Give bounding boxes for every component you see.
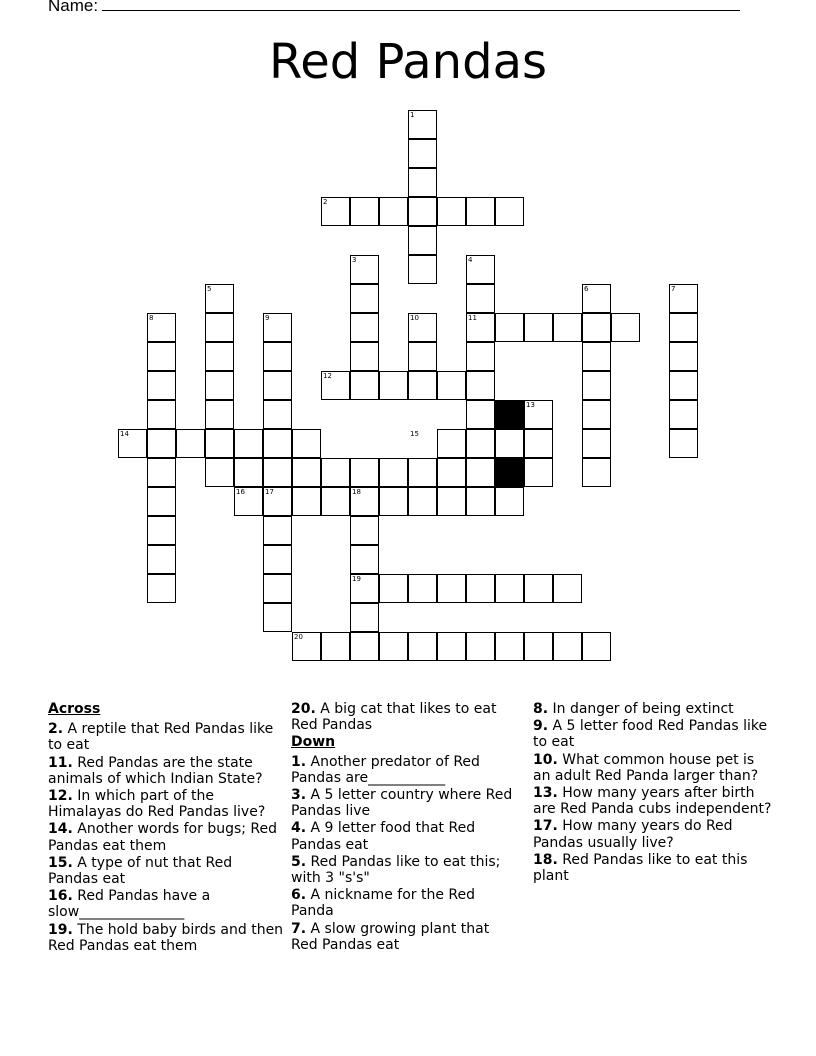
grid-cell[interactable]: [263, 371, 292, 400]
clue-number: 7: [671, 285, 676, 293]
clue-item-text: Red Pandas like to eat this plant: [533, 851, 748, 885]
clue-item-text: A big cat that likes to eat Red Pandas: [291, 701, 497, 734]
grid-cell[interactable]: [350, 516, 379, 545]
grid-cell[interactable]: [205, 429, 234, 458]
grid-cell[interactable]: [495, 487, 524, 516]
clue-number: 12: [323, 372, 332, 380]
grid-cell[interactable]: [147, 371, 176, 400]
clue-item-number: 16.: [48, 888, 73, 905]
clue-number: 19: [352, 575, 361, 583]
clue-number: 1: [410, 111, 415, 119]
grid-cell[interactable]: [553, 574, 582, 603]
grid-cell[interactable]: [408, 458, 437, 487]
clue-item-number: 1.: [291, 753, 307, 770]
grid-cell[interactable]: [466, 632, 495, 661]
clue-item: [291, 820, 517, 852]
clue-item-text: How many years after birth are Red Panda cubs independent?: [533, 785, 772, 818]
grid-cell[interactable]: [321, 487, 350, 516]
across-heading: Across: [48, 701, 101, 717]
grid-cell[interactable]: [669, 371, 698, 400]
clue-item: [48, 922, 284, 954]
grid-cell[interactable]: [495, 429, 524, 458]
across-clue-list-continued: [291, 701, 517, 733]
name-label: Name:: [48, 0, 99, 15]
clue-item-text: Red Pandas have a slow_______________: [48, 888, 211, 921]
grid-cell[interactable]: [147, 429, 176, 458]
clue-item: [291, 921, 517, 953]
grid-cell[interactable]: [263, 400, 292, 429]
grid-cell[interactable]: [321, 632, 350, 661]
clue-item-text: A nickname for the Red Panda: [291, 887, 475, 920]
clue-item: [291, 787, 517, 819]
clue-item-number: 13.: [533, 785, 558, 802]
grid-cell[interactable]: [205, 371, 234, 400]
grid-cell[interactable]: [234, 429, 263, 458]
clues-column-3: [533, 701, 773, 885]
grid-cell[interactable]: [437, 197, 466, 226]
clue-number: 3: [352, 256, 357, 264]
clue-item-text: A 5 letter food Red Pandas like to eat: [533, 718, 768, 751]
clue-item-text: In danger of being extinct: [548, 701, 734, 717]
grid-cell[interactable]: [205, 313, 234, 342]
clue-item-number: 15.: [48, 854, 73, 871]
clue-number: 20: [294, 633, 303, 641]
grid-cell[interactable]: [350, 458, 379, 487]
clue-item: [48, 788, 284, 820]
grid-cell[interactable]: [553, 632, 582, 661]
grid-cell[interactable]: [582, 342, 611, 371]
down-clue-list: [291, 754, 517, 953]
grid-cell[interactable]: [495, 632, 524, 661]
grid-cell[interactable]: [292, 429, 321, 458]
grid-cell[interactable]: [350, 603, 379, 632]
clue-item-text: What common house pet is an adult Red Panda larger than?: [533, 751, 759, 784]
grid-cell[interactable]: [408, 487, 437, 516]
clue-item-number: 8.: [533, 701, 549, 717]
grid-cell[interactable]: [408, 255, 437, 284]
clue-item: [291, 701, 517, 733]
clue-item-text: Another words for bugs; Red Pandas eat them: [48, 821, 278, 854]
grid-cell[interactable]: [669, 313, 698, 342]
clue-item-number: 11.: [48, 754, 73, 771]
grid-cell[interactable]: [408, 168, 437, 197]
grid-cell[interactable]: [466, 458, 495, 487]
grid-cell[interactable]: [669, 342, 698, 371]
clue-item-number: 2.: [48, 721, 64, 738]
clue-item-text: The hold baby birds and then Red Pandas eat them: [48, 921, 284, 954]
grid-cell[interactable]: [263, 516, 292, 545]
grid-cell[interactable]: [379, 487, 408, 516]
grid-cell[interactable]: [350, 371, 379, 400]
grid-cell[interactable]: [524, 429, 553, 458]
grid-cell[interactable]: [524, 574, 553, 603]
grid-cell[interactable]: [466, 342, 495, 371]
clue-item: [533, 752, 773, 784]
grid-cell[interactable]: [466, 371, 495, 400]
clue-number: 18: [352, 488, 361, 496]
grid-cell[interactable]: [669, 400, 698, 429]
grid-cell[interactable]: [263, 603, 292, 632]
clue-number: 10: [410, 314, 419, 322]
clue-item-text: In which part of the Himalayas do Red Pandas live?: [48, 788, 266, 821]
grid-cell[interactable]: [582, 313, 611, 342]
clue-item-text: A type of nut that Red Pandas eat: [48, 854, 233, 888]
grid-cell[interactable]: [582, 458, 611, 487]
grid-cell[interactable]: [437, 487, 466, 516]
grid-cell[interactable]: [582, 371, 611, 400]
grid-cell[interactable]: [466, 429, 495, 458]
grid-cell[interactable]: [553, 313, 582, 342]
clue-item-text: A 9 letter food that Red Pandas eat: [291, 820, 476, 853]
grid-cell[interactable]: [582, 632, 611, 661]
clue-item-number: 19.: [48, 921, 73, 938]
grid-cell[interactable]: [437, 574, 466, 603]
grid-cell[interactable]: [263, 342, 292, 371]
grid-cell[interactable]: [350, 545, 379, 574]
grid-cell[interactable]: [524, 632, 553, 661]
grid-cell[interactable]: [205, 458, 234, 487]
clue-number: 5: [207, 285, 212, 293]
grid-cell[interactable]: [466, 487, 495, 516]
blocked-cell: [495, 458, 524, 487]
page-title: Red Pandas: [269, 34, 547, 90]
grid-cell[interactable]: [408, 139, 437, 168]
clue-item-text: Red Pandas are the state animals of which Indian State?: [48, 754, 263, 787]
clue-number: 6: [584, 285, 589, 293]
across-clue-list: [48, 721, 284, 954]
grid-cell[interactable]: [350, 632, 379, 661]
clue-item-number: 18.: [533, 851, 558, 868]
clue-number: 8: [149, 314, 154, 322]
clue-item: [291, 754, 517, 786]
grid-cell[interactable]: [350, 284, 379, 313]
grid-cell[interactable]: [147, 400, 176, 429]
grid-cell[interactable]: [582, 429, 611, 458]
grid-cell[interactable]: [321, 458, 350, 487]
grid-cell[interactable]: [466, 574, 495, 603]
clue-item: [533, 718, 773, 750]
clues-column-1: [48, 701, 284, 955]
clue-item-number: 3.: [291, 787, 307, 804]
grid-cell[interactable]: [263, 574, 292, 603]
grid-cell[interactable]: [147, 545, 176, 574]
clue-item: [291, 854, 517, 886]
grid-cell[interactable]: [408, 371, 437, 400]
down-clue-list-continued: [533, 701, 773, 884]
grid-cell[interactable]: [408, 197, 437, 226]
grid-cell[interactable]: [582, 400, 611, 429]
grid-cell[interactable]: [379, 197, 408, 226]
blocked-cell: [495, 400, 524, 429]
clue-item-number: 4.: [291, 820, 307, 837]
clue-item-text: A slow growing plant that Red Pandas eat: [291, 920, 490, 953]
grid-cell[interactable]: [379, 574, 408, 603]
grid-cell[interactable]: [234, 458, 263, 487]
grid-cell[interactable]: [147, 458, 176, 487]
clue-item: [533, 818, 773, 850]
down-heading: Down: [291, 734, 336, 751]
clue-item-text: A reptile that Red Pandas like to eat: [48, 721, 274, 754]
clue-item-number: 5.: [291, 853, 307, 870]
clue-number: 4: [468, 256, 473, 264]
grid-cell[interactable]: [147, 574, 176, 603]
grid-cell[interactable]: [466, 400, 495, 429]
grid-cell[interactable]: [176, 429, 205, 458]
clue-number: 17: [265, 488, 274, 496]
grid-cell[interactable]: [466, 284, 495, 313]
clue-number: 9: [265, 314, 270, 322]
grid-cell[interactable]: [495, 197, 524, 226]
grid-cell[interactable]: [205, 342, 234, 371]
grid-cell[interactable]: [379, 632, 408, 661]
grid-cell[interactable]: [495, 313, 524, 342]
grid-cell[interactable]: [350, 313, 379, 342]
clue-item-text: A 5 letter country where Red Pandas live: [291, 787, 513, 820]
clue-item: [48, 721, 284, 753]
grid-cell[interactable]: [495, 574, 524, 603]
grid-cell[interactable]: [292, 487, 321, 516]
clue-item-text: How many years do Red Pandas usually live?: [533, 818, 733, 851]
grid-cell[interactable]: [350, 342, 379, 371]
grid-cell[interactable]: [669, 429, 698, 458]
grid-cell[interactable]: [408, 226, 437, 255]
clue-number: 15: [410, 430, 419, 438]
clue-item-number: 7.: [291, 920, 307, 937]
clue-number: 13: [526, 401, 535, 409]
clues-column-2: [291, 701, 517, 954]
grid-cell[interactable]: [205, 400, 234, 429]
grid-cell[interactable]: [611, 313, 640, 342]
grid-cell[interactable]: [147, 516, 176, 545]
clue-item-number: 14.: [48, 821, 73, 838]
grid-cell[interactable]: [408, 342, 437, 371]
clue-item-text: Another predator of Red Pandas are___________: [291, 753, 480, 786]
clue-item-number: 17.: [533, 818, 558, 835]
grid-cell[interactable]: [350, 197, 379, 226]
clue-item-number: 6.: [291, 887, 307, 904]
clue-item: [291, 887, 517, 919]
grid-cell[interactable]: [147, 487, 176, 516]
clue-item-number: 20.: [291, 701, 316, 717]
grid-cell[interactable]: [263, 429, 292, 458]
grid-cell[interactable]: [379, 371, 408, 400]
grid-cell[interactable]: [408, 574, 437, 603]
grid-cell[interactable]: [437, 632, 466, 661]
grid-cell[interactable]: [524, 458, 553, 487]
clue-item-number: 9.: [533, 718, 549, 735]
grid-cell[interactable]: [263, 545, 292, 574]
grid-cell[interactable]: [524, 313, 553, 342]
grid-cell[interactable]: [379, 458, 408, 487]
clue-item: [533, 701, 773, 717]
clue-item: [48, 755, 284, 787]
clue-number: 11: [468, 314, 477, 322]
clue-item: [48, 888, 284, 920]
clue-number: 2: [323, 198, 328, 206]
grid-cell[interactable]: [437, 458, 466, 487]
grid-cell[interactable]: [147, 342, 176, 371]
clue-item-number: 12.: [48, 788, 73, 805]
grid-cell[interactable]: [437, 371, 466, 400]
clue-item-text: Red Pandas like to eat this; with 3 "s's": [291, 853, 501, 887]
clue-number: 14: [120, 430, 129, 438]
grid-cell[interactable]: [466, 197, 495, 226]
grid-cell[interactable]: [263, 458, 292, 487]
grid-cell[interactable]: [292, 458, 321, 487]
clue-number: 16: [236, 488, 245, 496]
clue-item: [533, 852, 773, 884]
clue-item: [48, 855, 284, 887]
grid-cell[interactable]: [408, 632, 437, 661]
grid-cell[interactable]: [437, 429, 466, 458]
clue-item-number: 10.: [533, 751, 558, 768]
clue-item: [533, 785, 773, 817]
clue-item: [48, 821, 284, 853]
